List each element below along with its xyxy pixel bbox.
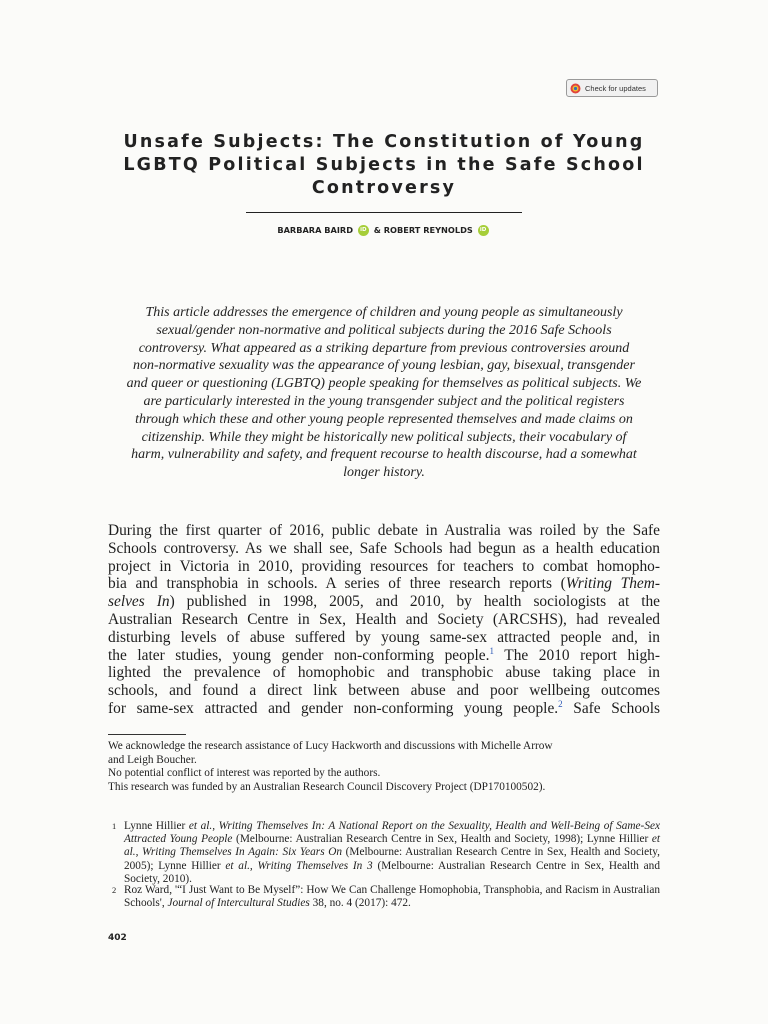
abstract-line: harm, vulnerability and safety, and frequent recourse to health discourse, had a somewhat [131,447,637,463]
orcid-icon[interactable]: iD [358,225,369,236]
footnote-text: Lynne Hillier et al., Writing Themselves In: A National Report on the Sexuality, Health and Well-Being of Same-Sex Attracted Young People (Melbourne: Australian Research Centre in Sex, Health and Society, 1998); Lynne Hillier et al., Writing Themselves In Again: Six Years On (Melbourne: Australian Research Centre in Sex, Health and Society, 2005); Lynne Hillier et al., Writing Themselves In 3 (Melbourne: Australian Research Centre in Sex, Health and Society, 2010). [124,820,660,885]
check-for-updates-label: Check for updates [585,83,646,93]
footnote-number: 1 [112,821,117,831]
check-for-updates-button[interactable] [566,79,658,97]
title-line: Controversy [311,178,457,198]
crossmark-icon [570,83,581,94]
title-divider [246,212,522,213]
footnote-1 [108,820,660,886]
article-title [110,131,658,200]
abstract-line: through which these and other young people represented themselves and made claims on [135,411,633,427]
acknowledgements [108,740,660,795]
footnote-number: 2 [112,885,117,895]
author-name[interactable]: ROBERT REYNOLDS [383,225,473,235]
body-paragraph [108,522,660,718]
abstract-line: citizenship. While they might be historically new political subjects, their vocabulary of [141,429,627,445]
body-line: selves In) published in 1998, 2005, and 2010, by health sociologists at the [108,593,661,611]
body-line: schools, and found a direct link between abuse and poor wellbeing outcomes [108,682,660,700]
ack-line: We acknowledge the research assistance of Lucy Hackworth and discussions with Michelle Arrow [108,740,553,752]
orcid-icon[interactable]: iD [478,225,489,236]
body-line: disturbing levels of abuse suffered by young same-sex attracted people and, in [108,628,660,646]
abstract-line: non-normative sexuality was the appearance of young lesbian, gay, bisexual, transgender [133,358,635,374]
abstract-line: are particularly interested in the young transgender subject and the political registers [143,393,625,409]
body-line: project in Victoria in 2010, providing resources for teachers to combat homopho- [108,557,660,575]
body-line: the later studies, young gender non-conforming people.$^1$ The 2010 report high- [108,645,660,664]
body-line: for same-sex attracted and gender non-conforming young people.$^2$ Safe Schools [108,698,660,717]
abstract-line: This article addresses the emergence of children and young people as simultaneously [145,305,623,320]
body-line: Schools controversy. As we shall see, Safe Schools had begun as a health education [108,539,660,557]
body-line: During the first quarter of 2016, public debate in Australia was roiled by the Safe [108,522,660,539]
author-line [110,224,658,236]
abstract-line: and queer or questioning (LGBTQ) people speaking for themselves as political subjects. We [126,376,642,392]
footnote-ref[interactable]: 2 [558,698,563,709]
abstract [108,304,660,482]
abstract-line: longer history. [343,465,425,481]
page-number: 402 [108,933,127,943]
author-name[interactable]: BARBARA BAIRD [277,225,354,235]
body-line: Australian Research Centre in Sex, Health and Society (ARCSHS), had revealed [108,610,660,628]
ack-line: and Leigh Boucher. [108,753,197,766]
abstract-line: controversy. What appeared as a striking departure from previous controversies around [138,340,630,356]
body-line: bia and transphobia in schools. A series of three research reports (Writing Them- [108,575,660,593]
ack-line: This research was funded by an Australian Research Council Discovery Project (DP170100502). [108,781,546,794]
author-separator: & [373,225,381,235]
footnote-2 [108,884,660,910]
footnote-divider [108,734,186,735]
footnote-ref[interactable]: 1 [489,645,494,656]
body-line: lighted the prevalence of homophobic and transphobic abuse taking place in [108,664,660,682]
ack-line: No potential conflict of interest was reported by the authors. [108,767,381,780]
footnote-text: Roz Ward, '“I Just Want to Be Myself”: How We Can Challenge Homophobia, Transphobia, and Racism in Australian Schools', Journal of Intercultural Studies 38, no. 4 (2017): 472. [124,884,660,910]
abstract-line: sexual/gender non-normative and political subjects during the 2016 Safe Schools [156,322,612,338]
title-line: LGBTQ Political Subjects in the Safe School [123,155,645,175]
title-line: Unsafe Subjects: The Constitution of Young [123,132,645,152]
